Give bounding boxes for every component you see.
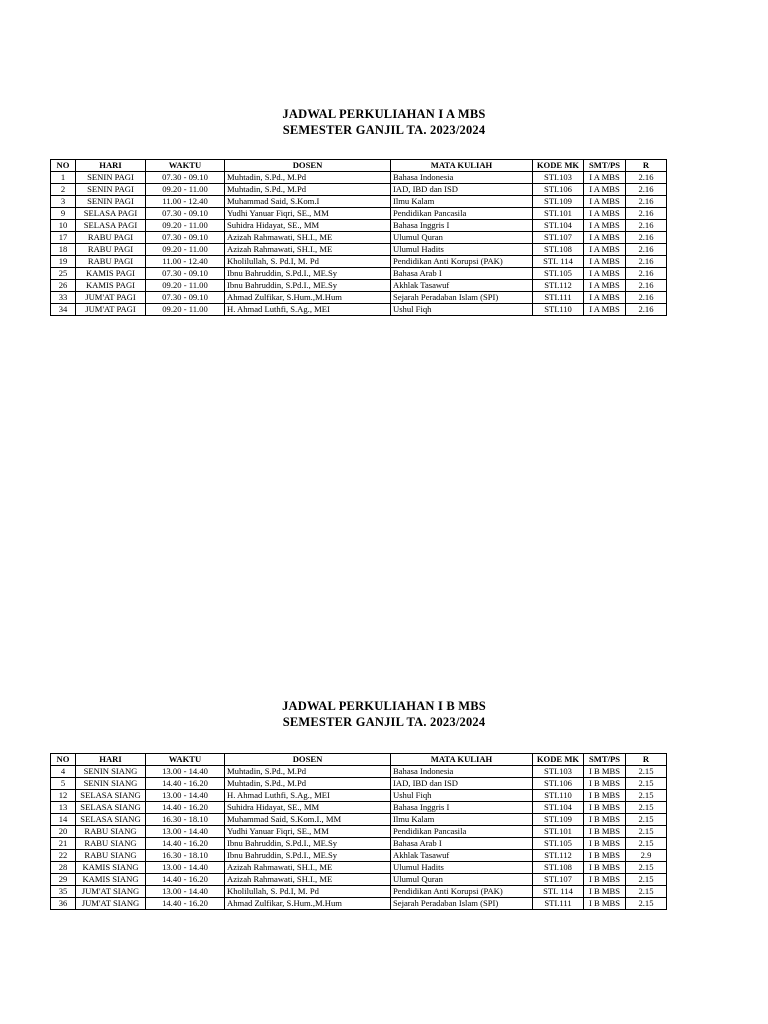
header-waktu: WAKTU — [146, 754, 225, 766]
header-no: NO — [51, 754, 76, 766]
cell-smt-ps: I A MBS — [584, 172, 626, 184]
cell-dosen: Ahmad Zulfikar, S.Hum.,M.Hum — [225, 292, 391, 304]
header-mata-kuliah: MATA KULIAH — [391, 160, 533, 172]
cell-waktu: 09.20 - 11.00 — [146, 304, 225, 316]
table-row — [51, 172, 667, 184]
cell-no: 34 — [51, 304, 76, 316]
cell-waktu: 07.30 - 09.10 — [146, 292, 225, 304]
cell-kode-mk: STI.105 — [533, 268, 584, 280]
header-hari: HARI — [76, 160, 146, 172]
cell-hari: SENIN SIANG — [76, 766, 146, 778]
cell-r: 2.15 — [626, 886, 667, 898]
cell-r: 2.15 — [626, 778, 667, 790]
cell-no: 14 — [51, 814, 76, 826]
cell-mata-kuliah: Ushul Fiqh — [391, 304, 533, 316]
cell-mata-kuliah: Ulumul Hadits — [391, 862, 533, 874]
cell-mata-kuliah: Pendidikan Pancasila — [391, 208, 533, 220]
cell-hari: SENIN PAGI — [76, 196, 146, 208]
header-no: NO — [51, 160, 76, 172]
cell-mata-kuliah: Pendidikan Pancasila — [391, 826, 533, 838]
header-smt-ps: SMT/PS — [584, 754, 626, 766]
table-row — [51, 292, 667, 304]
cell-no: 9 — [51, 208, 76, 220]
semester-subtitle: SEMESTER GANJIL TA. 2023/2024 — [282, 123, 486, 137]
cell-no: 21 — [51, 838, 76, 850]
cell-r: 2.16 — [626, 196, 667, 208]
cell-kode-mk: STI.106 — [533, 778, 584, 790]
cell-waktu: 13.00 - 14.40 — [146, 766, 225, 778]
table-row — [51, 862, 667, 874]
cell-kode-mk: STI.111 — [533, 898, 584, 910]
cell-no: 2 — [51, 184, 76, 196]
cell-r: 2.16 — [626, 208, 667, 220]
cell-waktu: 11.00 - 12.40 — [146, 256, 225, 268]
cell-dosen: Suhidra Hidayat, SE., MM — [225, 802, 391, 814]
cell-mata-kuliah: Ulumul Hadits — [391, 244, 533, 256]
table-row — [51, 826, 667, 838]
cell-r: 2.15 — [626, 766, 667, 778]
cell-dosen: Ahmad Zulfikar, S.Hum.,M.Hum — [225, 898, 391, 910]
cell-hari: KAMIS PAGI — [76, 280, 146, 292]
cell-hari: RABU SIANG — [76, 838, 146, 850]
table-row — [51, 802, 667, 814]
cell-kode-mk: STI. 114 — [533, 256, 584, 268]
cell-kode-mk: STI.103 — [533, 172, 584, 184]
cell-no: 19 — [51, 256, 76, 268]
header-hari: HARI — [76, 754, 146, 766]
cell-mata-kuliah: Ulumul Quran — [391, 874, 533, 886]
cell-waktu: 16.30 - 18.10 — [146, 814, 225, 826]
cell-r: 2.16 — [626, 268, 667, 280]
cell-smt-ps: I B MBS — [584, 778, 626, 790]
cell-smt-ps: I B MBS — [584, 790, 626, 802]
cell-waktu: 09.20 - 11.00 — [146, 220, 225, 232]
cell-no: 18 — [51, 244, 76, 256]
cell-mata-kuliah: Ilmu Kalam — [391, 196, 533, 208]
cell-dosen: Azizah Rahmawati, SH.I., ME — [225, 862, 391, 874]
cell-dosen: Azizah Rahmawati, SH.I., ME — [225, 874, 391, 886]
cell-no: 33 — [51, 292, 76, 304]
cell-smt-ps: I B MBS — [584, 850, 626, 862]
cell-mata-kuliah: Ushul Fiqh — [391, 790, 533, 802]
table-row — [51, 268, 667, 280]
cell-mata-kuliah: Bahasa Arab I — [391, 838, 533, 850]
cell-smt-ps: I A MBS — [584, 220, 626, 232]
table-row — [51, 220, 667, 232]
cell-smt-ps: I B MBS — [584, 898, 626, 910]
cell-waktu: 07.30 - 09.10 — [146, 208, 225, 220]
cell-dosen: Yudhi Yanuar Fiqri, SE., MM — [225, 826, 391, 838]
cell-dosen: Kholilullah, S. Pd.I, M. Pd — [225, 256, 391, 268]
cell-smt-ps: I A MBS — [584, 208, 626, 220]
cell-mata-kuliah: Pendidikan Anti Korupsi (PAK) — [391, 886, 533, 898]
cell-mata-kuliah: Pendidikan Anti Korupsi (PAK) — [391, 256, 533, 268]
cell-dosen: Muhtadin, S.Pd., M.Pd — [225, 766, 391, 778]
cell-no: 28 — [51, 862, 76, 874]
cell-r: 2.15 — [626, 898, 667, 910]
cell-hari: JUM'AT SIANG — [76, 886, 146, 898]
cell-dosen: Azizah Rahmawati, SH.I., ME — [225, 232, 391, 244]
header-mata-kuliah: MATA KULIAH — [391, 754, 533, 766]
header-r: R — [626, 754, 667, 766]
table-row — [51, 814, 667, 826]
cell-waktu: 14.40 - 16.20 — [146, 778, 225, 790]
cell-r: 2.15 — [626, 862, 667, 874]
cell-mata-kuliah: Bahasa Indonesia — [391, 172, 533, 184]
schedule-title: JADWAL PERKULIAHAN I A MBS — [282, 107, 486, 121]
table-header-row — [51, 754, 667, 766]
cell-dosen: H. Ahmad Luthfi, S.Ag., MEI — [225, 790, 391, 802]
cell-kode-mk: STI.101 — [533, 208, 584, 220]
cell-r: 2.15 — [626, 814, 667, 826]
header-kode-mk: KODE MK — [533, 160, 584, 172]
cell-dosen: Muhammad Said, S.Kom.I — [225, 196, 391, 208]
cell-dosen: Ibnu Bahruddin, S.Pd.I., ME.Sy — [225, 850, 391, 862]
cell-hari: KAMIS PAGI — [76, 268, 146, 280]
cell-kode-mk: STI.110 — [533, 790, 584, 802]
schedule-section-ib — [0, 698, 768, 908]
cell-waktu: 13.00 - 14.40 — [146, 886, 225, 898]
cell-dosen: Ibnu Bahruddin, S.Pd.I., ME.Sy — [225, 838, 391, 850]
cell-mata-kuliah: Bahasa Arab I — [391, 268, 533, 280]
cell-r: 2.16 — [626, 244, 667, 256]
cell-smt-ps: I A MBS — [584, 184, 626, 196]
cell-hari: JUM'AT PAGI — [76, 304, 146, 316]
cell-kode-mk: STI.108 — [533, 244, 584, 256]
cell-mata-kuliah: Ilmu Kalam — [391, 814, 533, 826]
cell-kode-mk: STI.112 — [533, 850, 584, 862]
cell-kode-mk: STI.109 — [533, 196, 584, 208]
table-row — [51, 208, 667, 220]
schedule-table — [50, 159, 667, 316]
cell-hari: RABU PAGI — [76, 256, 146, 268]
cell-waktu: 14.40 - 16.20 — [146, 802, 225, 814]
header-kode-mk: KODE MK — [533, 754, 584, 766]
cell-mata-kuliah: Sejarah Peradaban Islam (SPI) — [391, 898, 533, 910]
table-row — [51, 778, 667, 790]
cell-no: 26 — [51, 280, 76, 292]
cell-r: 2.16 — [626, 232, 667, 244]
cell-r: 2.16 — [626, 280, 667, 292]
header-dosen: DOSEN — [225, 160, 391, 172]
cell-no: 1 — [51, 172, 76, 184]
cell-no: 25 — [51, 268, 76, 280]
cell-hari: SELASA SIANG — [76, 814, 146, 826]
cell-mata-kuliah: Akhlak Tasawuf — [391, 280, 533, 292]
cell-kode-mk: STI. 114 — [533, 886, 584, 898]
cell-dosen: Suhidra Hidayat, SE., MM — [225, 220, 391, 232]
cell-dosen: Muhtadin, S.Pd., M.Pd — [225, 778, 391, 790]
cell-hari: RABU SIANG — [76, 826, 146, 838]
schedule-title: JADWAL PERKULIAHAN I B MBS — [282, 699, 486, 713]
cell-hari: SENIN SIANG — [76, 778, 146, 790]
cell-no: 5 — [51, 778, 76, 790]
cell-mata-kuliah: Ulumul Quran — [391, 232, 533, 244]
table-row — [51, 850, 667, 862]
cell-dosen: Azizah Rahmawati, SH.I., ME — [225, 244, 391, 256]
table-row — [51, 838, 667, 850]
cell-smt-ps: I A MBS — [584, 280, 626, 292]
cell-kode-mk: STI.110 — [533, 304, 584, 316]
cell-r: 2.16 — [626, 304, 667, 316]
cell-dosen: Ibnu Bahruddin, S.Pd.I., ME.Sy — [225, 268, 391, 280]
cell-kode-mk: STI.108 — [533, 862, 584, 874]
cell-waktu: 14.40 - 16.20 — [146, 838, 225, 850]
cell-hari: SELASA SIANG — [76, 790, 146, 802]
table-header-row — [51, 160, 667, 172]
cell-smt-ps: I B MBS — [584, 838, 626, 850]
cell-hari: SENIN PAGI — [76, 172, 146, 184]
cell-no: 10 — [51, 220, 76, 232]
cell-kode-mk: STI.105 — [533, 838, 584, 850]
cell-no: 4 — [51, 766, 76, 778]
table-row — [51, 244, 667, 256]
cell-hari: RABU PAGI — [76, 232, 146, 244]
cell-no: 22 — [51, 850, 76, 862]
cell-r: 2.15 — [626, 802, 667, 814]
cell-smt-ps: I B MBS — [584, 862, 626, 874]
header-dosen: DOSEN — [225, 754, 391, 766]
cell-dosen: Ibnu Bahruddin, S.Pd.I., ME.Sy — [225, 280, 391, 292]
cell-dosen: H. Ahmad Luthfi, S.Ag., MEI — [225, 304, 391, 316]
cell-kode-mk: STI.104 — [533, 802, 584, 814]
header-r: R — [626, 160, 667, 172]
cell-kode-mk: STI.106 — [533, 184, 584, 196]
cell-mata-kuliah: Sejarah Peradaban Islam (SPI) — [391, 292, 533, 304]
cell-hari: SELASA PAGI — [76, 220, 146, 232]
semester-subtitle: SEMESTER GANJIL TA. 2023/2024 — [282, 715, 486, 729]
cell-kode-mk: STI.107 — [533, 874, 584, 886]
cell-kode-mk: STI.107 — [533, 232, 584, 244]
cell-no: 12 — [51, 790, 76, 802]
table-row — [51, 280, 667, 292]
cell-hari: KAMIS SIANG — [76, 862, 146, 874]
cell-kode-mk: STI.103 — [533, 766, 584, 778]
cell-smt-ps: I A MBS — [584, 196, 626, 208]
cell-no: 20 — [51, 826, 76, 838]
cell-r: 2.16 — [626, 256, 667, 268]
cell-dosen: Muhtadin, S.Pd., M.Pd — [225, 184, 391, 196]
cell-r: 2.16 — [626, 172, 667, 184]
cell-no: 3 — [51, 196, 76, 208]
cell-r: 2.16 — [626, 184, 667, 196]
cell-no: 13 — [51, 802, 76, 814]
cell-no: 36 — [51, 898, 76, 910]
cell-kode-mk: STI.112 — [533, 280, 584, 292]
cell-mata-kuliah: IAD, IBD dan ISD — [391, 778, 533, 790]
cell-waktu: 16.30 - 18.10 — [146, 850, 225, 862]
cell-kode-mk: STI.109 — [533, 814, 584, 826]
cell-kode-mk: STI.104 — [533, 220, 584, 232]
cell-smt-ps: I B MBS — [584, 766, 626, 778]
header-smt-ps: SMT/PS — [584, 160, 626, 172]
table-row — [51, 790, 667, 802]
cell-waktu: 14.40 - 16.20 — [146, 898, 225, 910]
cell-smt-ps: I B MBS — [584, 826, 626, 838]
cell-hari: JUM'AT PAGI — [76, 292, 146, 304]
cell-r: 2.15 — [626, 874, 667, 886]
cell-hari: SENIN PAGI — [76, 184, 146, 196]
cell-hari: RABU PAGI — [76, 244, 146, 256]
cell-waktu: 07.30 - 09.10 — [146, 268, 225, 280]
cell-smt-ps: I A MBS — [584, 244, 626, 256]
cell-smt-ps: I A MBS — [584, 268, 626, 280]
cell-r: 2.15 — [626, 838, 667, 850]
cell-smt-ps: I A MBS — [584, 232, 626, 244]
schedule-table — [50, 753, 667, 910]
table-row — [51, 184, 667, 196]
cell-smt-ps: I B MBS — [584, 874, 626, 886]
cell-waktu: 07.30 - 09.10 — [146, 172, 225, 184]
table-row — [51, 886, 667, 898]
table-row — [51, 232, 667, 244]
cell-r: 2.15 — [626, 826, 667, 838]
table-row — [51, 898, 667, 910]
cell-dosen: Kholilullah, S. Pd.I, M. Pd — [225, 886, 391, 898]
cell-waktu: 09.20 - 11.00 — [146, 244, 225, 256]
header-waktu: WAKTU — [146, 160, 225, 172]
table-row — [51, 304, 667, 316]
schedule-section-ia — [0, 106, 768, 314]
cell-hari: SELASA SIANG — [76, 802, 146, 814]
cell-mata-kuliah: Bahasa Inggris I — [391, 802, 533, 814]
cell-r: 2.9 — [626, 850, 667, 862]
cell-mata-kuliah: Bahasa Indonesia — [391, 766, 533, 778]
table-row — [51, 196, 667, 208]
cell-kode-mk: STI.101 — [533, 826, 584, 838]
table-row — [51, 874, 667, 886]
cell-dosen: Yudhi Yanuar Fiqri, SE., MM — [225, 208, 391, 220]
cell-dosen: Muhtadin, S.Pd., M.Pd — [225, 172, 391, 184]
cell-smt-ps: I A MBS — [584, 256, 626, 268]
cell-waktu: 09.20 - 11.00 — [146, 184, 225, 196]
cell-waktu: 13.00 - 14.40 — [146, 862, 225, 874]
cell-waktu: 09.20 - 11.00 — [146, 280, 225, 292]
cell-mata-kuliah: Bahasa Inggris I — [391, 220, 533, 232]
cell-no: 17 — [51, 232, 76, 244]
cell-waktu: 11.00 - 12.40 — [146, 196, 225, 208]
table-row — [51, 256, 667, 268]
cell-waktu: 14.40 - 16.20 — [146, 874, 225, 886]
cell-smt-ps: I A MBS — [584, 304, 626, 316]
cell-mata-kuliah: Akhlak Tasawuf — [391, 850, 533, 862]
cell-hari: SELASA PAGI — [76, 208, 146, 220]
cell-no: 29 — [51, 874, 76, 886]
cell-mata-kuliah: IAD, IBD dan ISD — [391, 184, 533, 196]
cell-r: 2.16 — [626, 220, 667, 232]
cell-waktu: 07.30 - 09.10 — [146, 232, 225, 244]
cell-smt-ps: I B MBS — [584, 802, 626, 814]
cell-smt-ps: I B MBS — [584, 814, 626, 826]
cell-hari: KAMIS SIANG — [76, 874, 146, 886]
cell-kode-mk: STI.111 — [533, 292, 584, 304]
cell-waktu: 13.00 - 14.40 — [146, 790, 225, 802]
cell-hari: RABU SIANG — [76, 850, 146, 862]
cell-hari: JUM'AT SIANG — [76, 898, 146, 910]
cell-smt-ps: I B MBS — [584, 886, 626, 898]
cell-dosen: Muhammad Said, S.Kom.I., MM — [225, 814, 391, 826]
cell-waktu: 13.00 - 14.40 — [146, 826, 225, 838]
cell-r: 2.15 — [626, 790, 667, 802]
cell-no: 35 — [51, 886, 76, 898]
table-row — [51, 766, 667, 778]
cell-smt-ps: I A MBS — [584, 292, 626, 304]
cell-r: 2.16 — [626, 292, 667, 304]
